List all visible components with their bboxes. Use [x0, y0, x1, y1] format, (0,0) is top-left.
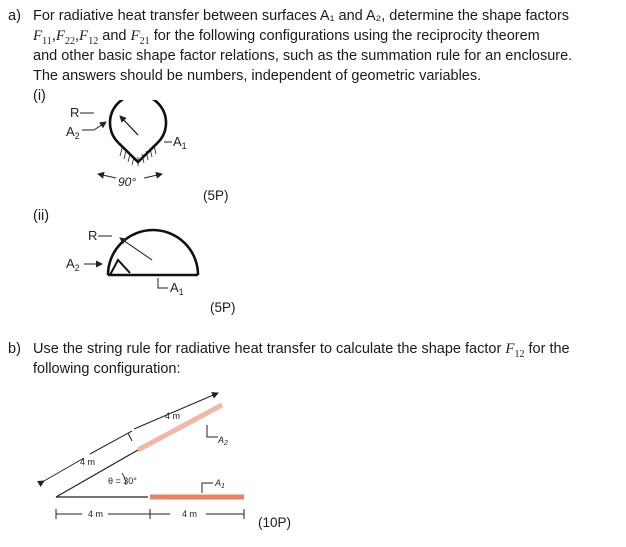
semicircle-a1-ii: [108, 230, 198, 275]
part-b-line1: Use the string rule for radiative heat transfer to calculate the shape factor $F_{12}$ for the: [33, 341, 570, 360]
bottom-left-len-b: 4 m: [88, 509, 104, 519]
var-f12: $F_{12}$: [79, 28, 99, 47]
part-b-label: b): [8, 341, 21, 357]
figure-b: [30, 385, 260, 535]
sub-ii-label: (ii): [33, 208, 50, 224]
part-a-line2: $F_{11},F_{22},F_{12}$ and $F_{21}$ for the following configurations using the reciprocity theorem: [33, 28, 540, 47]
radius-ii: [120, 238, 152, 260]
left-len-b: 4 m: [80, 457, 96, 467]
a1-label-ii: $A_1$: [170, 280, 184, 297]
var-f21: $F_{21}$: [130, 28, 150, 47]
bottom-right-len-b: 4 m: [182, 509, 198, 519]
var-f12-b: $F_{12}$: [505, 341, 525, 360]
sub-i-label: (i): [33, 88, 46, 104]
var-f22: $F_{22}$: [55, 28, 76, 47]
part-a-label: a): [8, 8, 21, 24]
figure-ii: [60, 220, 210, 300]
part-a-line3: and other basic shape factor relations, such as the summation rule for an enclosure.: [33, 48, 573, 64]
angle-label-i: 90°: [118, 175, 137, 189]
wedge-a2-ii: [110, 260, 130, 275]
r-label-i: R: [70, 105, 80, 120]
part-a-line4: The answers should be numbers, independent of geometric variables.: [33, 68, 482, 84]
incline-line-b: [56, 450, 138, 497]
part-b-line2: following configuration:: [33, 361, 181, 377]
figure-i: [60, 100, 230, 195]
a1-label-i: $A_1$: [173, 134, 187, 151]
part-a-line1: For radiative heat transfer between surfaces A₁ and A₂, determine the shape factors: [33, 8, 570, 24]
a2-label-b: $A_2$: [218, 435, 228, 447]
points-b: (10P): [258, 515, 292, 530]
top-len-b: 4 m: [165, 411, 181, 421]
a1-label-b: $A_1$: [215, 478, 225, 490]
arc-a1-i: [110, 100, 166, 143]
r-label-ii: R: [88, 228, 98, 243]
a2-label-ii: $A_2$: [66, 256, 80, 273]
theta-label-b: θ = 30°: [108, 476, 137, 486]
points-ii: (5P): [210, 300, 236, 315]
var-f11: $F_{11}$: [33, 28, 52, 47]
a2-label-i: $A_2$: [66, 124, 80, 141]
points-i: (5P): [203, 188, 229, 203]
